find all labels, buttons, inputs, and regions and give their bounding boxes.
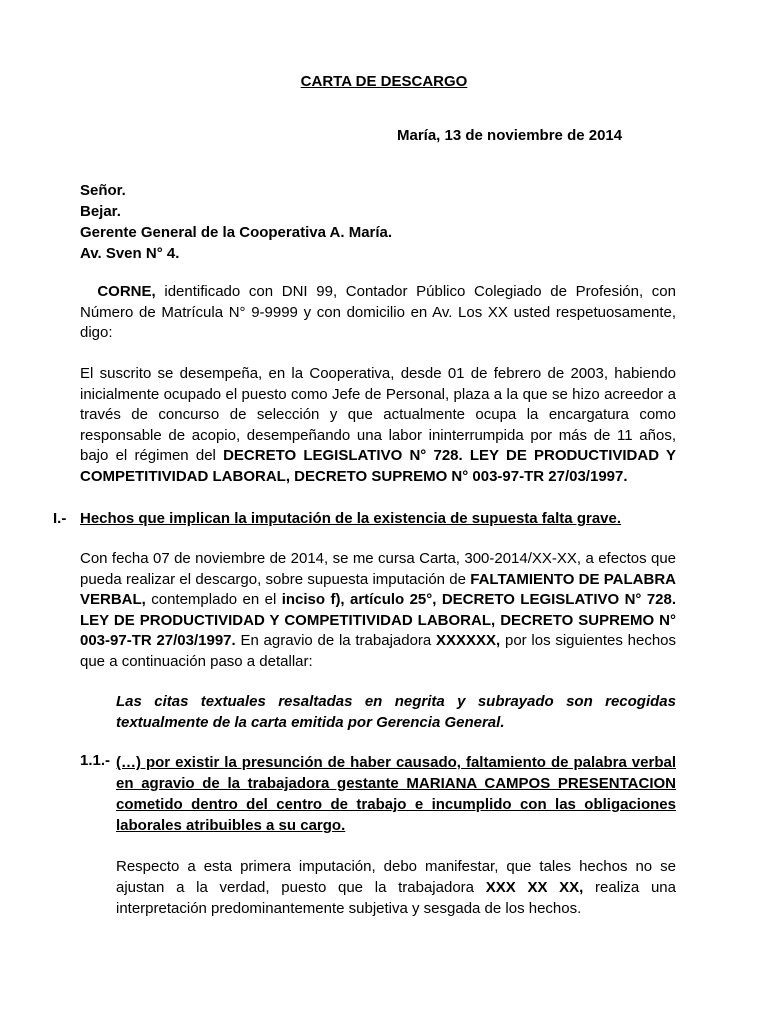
addressee-block <box>80 180 392 264</box>
background-text: El suscrito se desempeña, en la Cooperativa, desde 01 de febrero de 2003, habiendo inicialmente ocupado el puesto como Jefe de Personal, plaza a la que se hizo acreedor a través de concurso de selección y que actualmente ocupa la encargatura como responsable de acopio, desempeñando una labor ininterrumpida por más de 11 años, bajo el régimen del <box>80 365 676 464</box>
addressee-line: Gerente General de la Cooperativa A. María. <box>80 224 393 241</box>
facts-text: Con fecha 07 de noviembre de 2014, se me cursa Carta, 300-2014/XX-XX, a efectos que pueda realizar el descargo, sobre supuesta imputación de <box>80 550 676 588</box>
intro-text: identificado con DNI 99, Contador Público Colegiado de Profesión, con Número de Matrícula N° 9-9999 y con domicilio en Av. Los XX usted respetuosamente, digo: <box>80 283 676 341</box>
quote-note: Las citas textuales resaltadas en negrita y subrayado son recogidas textualmente de la carta emitida por Gerencia General. <box>116 693 676 731</box>
sender-name: CORNE, <box>97 283 156 300</box>
background-decree: DECRETO LEGISLATIVO N° 728. LEY DE PRODUCTIVIDAD Y COMPETITIVIDAD LABORAL, DECRETO SUPREMO N° 003-97-TR 27/03/1997. <box>80 447 676 485</box>
background-paragraph <box>80 364 676 487</box>
section-number: I.- <box>53 510 67 527</box>
facts-worker: XXXXXX, <box>436 632 501 649</box>
item-number: 1.1.- <box>80 752 111 769</box>
section-title: Hechos que implican la imputación de la existencia de supuesta falta grave. <box>80 510 622 527</box>
intro-paragraph <box>80 282 676 344</box>
addressee-line: Av. Sven N° 4. <box>80 245 180 262</box>
response-text: Respecto a esta primera imputación, debo manifestar, que tales hechos no se ajustan a la verdad, puesto que la trabajadora <box>116 858 676 896</box>
facts-text: En agravio de la trabajadora <box>235 632 437 649</box>
item-text: (…) por existir la presunción de haber causado, faltamiento de palabra verbal en agravio de la trabajadora gestante MARIANA CAMPOS PRESENTACION cometido dentro del centro de trabajo e incumplido con las obligaciones laborales atribuibles a su cargo. <box>116 754 676 834</box>
facts-text: por los siguientes hechos que a continuación paso a detallar: <box>80 632 677 670</box>
facts-paragraph <box>80 549 676 672</box>
addressee-line: Señor. <box>80 182 126 199</box>
response-worker: XXX XX XX, <box>485 879 584 896</box>
facts-decree: inciso f), artículo 25°, DECRETO LEGISLATIVO N° 728. LEY DE PRODUCTIVIDAD Y COMPETITIVIDAD LABORAL, DECRETO SUPREMO N° 003-97-TR 27/03/1997. <box>80 591 677 649</box>
addressee-line: Bejar. <box>80 203 121 220</box>
response-paragraph <box>116 856 676 919</box>
response-text: realiza una interpretación predominantemente subjetiva y sesgada de los hechos. <box>116 879 676 917</box>
document-title: CARTA DE DESCARGO <box>300 73 468 90</box>
facts-text: contemplado en el <box>145 591 282 608</box>
facts-charge: FALTAMIENTO DE PALABRA VERBAL, <box>80 570 676 608</box>
letter-date: María, 13 de noviembre de 2014 <box>397 127 623 144</box>
